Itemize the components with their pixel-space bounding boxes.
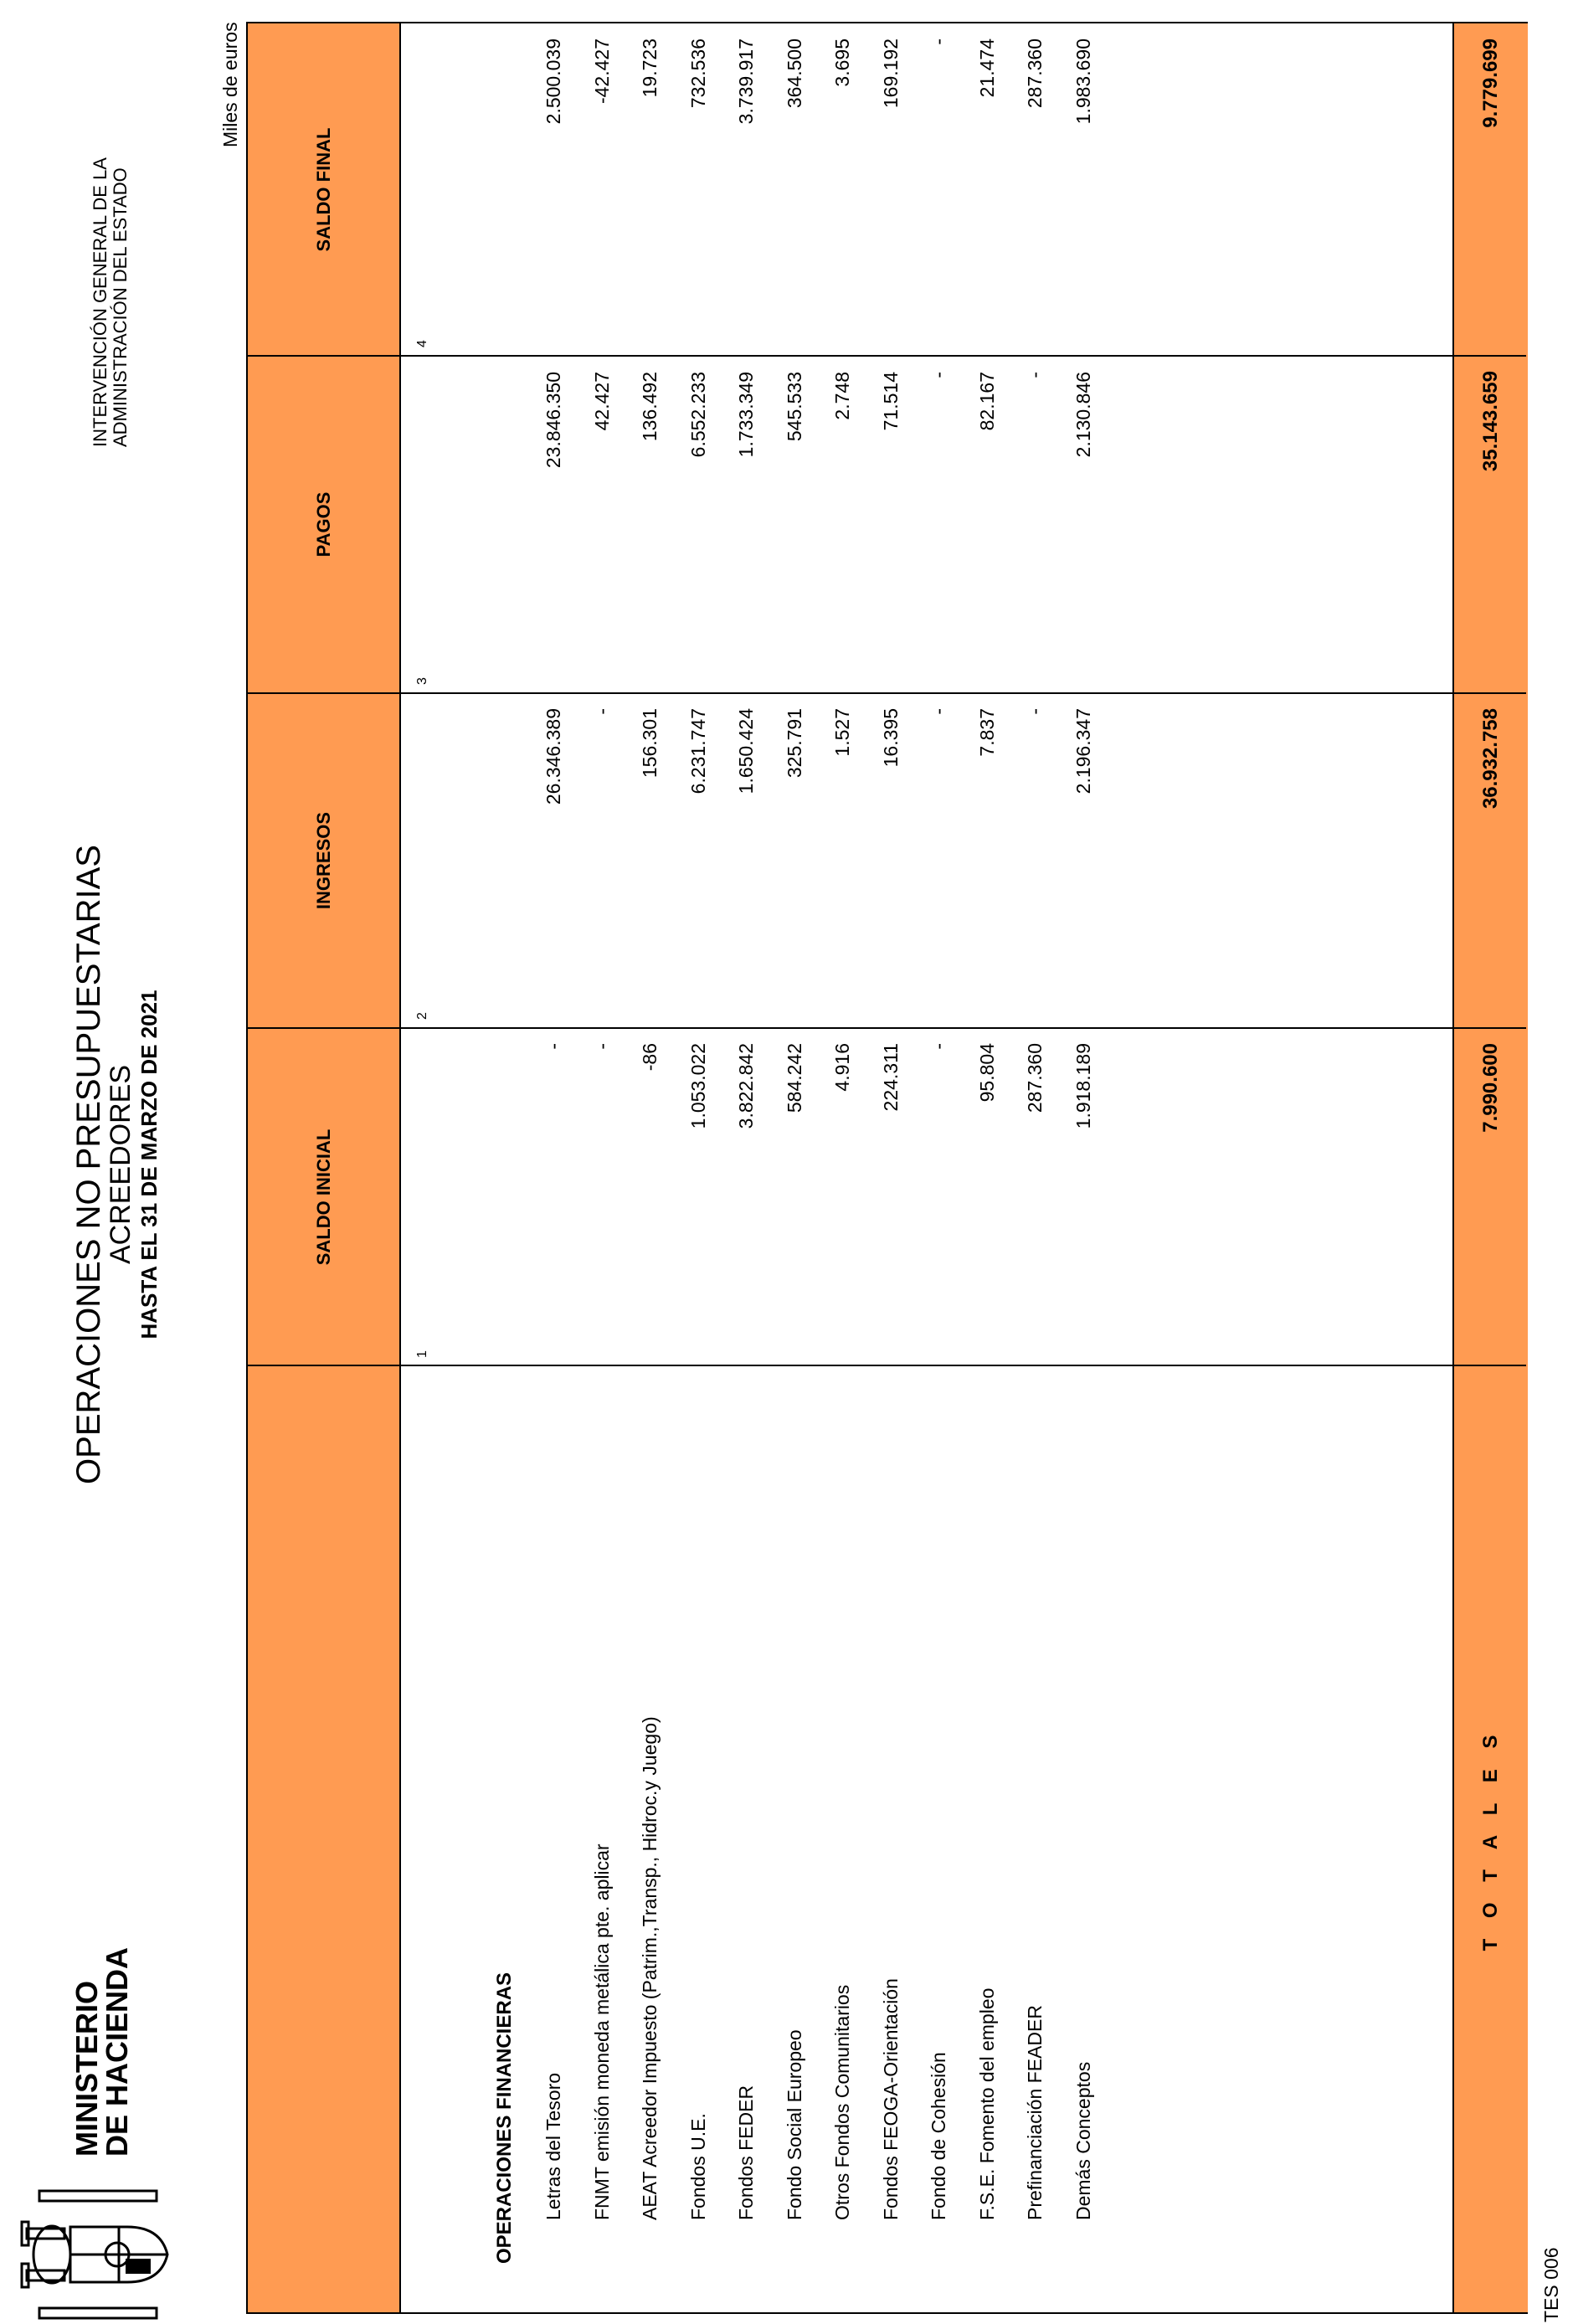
total-pagos: 35.143.659 <box>1452 356 1528 693</box>
row-value-saldo-final: 2.500.039 <box>542 39 564 125</box>
row-label: Fondos FEDER <box>735 2085 757 2220</box>
row-label: Fondos U.E. <box>686 2113 709 2220</box>
total-saldo-inicial: 7.990.600 <box>1452 1028 1528 1366</box>
row-label: Letras del Tesoro <box>542 2072 564 2220</box>
row-value-saldo-final: - <box>928 39 949 45</box>
row-value-saldo-final: 364.500 <box>783 39 805 109</box>
column-divider <box>248 692 1526 694</box>
row-value-ingresos: 2.196.347 <box>1072 708 1094 794</box>
section-heading: OPERACIONES FINANCIERAS <box>493 1972 516 2264</box>
row-value-pagos: 23.846.350 <box>542 372 564 469</box>
header-saldo-final: SALDO FINAL <box>248 23 401 356</box>
row-value-pagos: 2.130.846 <box>1072 372 1094 458</box>
issuer-name <box>90 157 131 447</box>
row-value-saldo-inicial: - <box>542 1043 564 1050</box>
row-value-ingresos: 7.837 <box>975 708 998 757</box>
row-value-saldo-inicial: 1.053.022 <box>686 1043 709 1129</box>
row-value-saldo-final: 19.723 <box>639 39 661 98</box>
row-value-pagos: 42.427 <box>590 372 613 431</box>
ministry-name <box>69 1946 134 2157</box>
row-label: Fondo de Cohesión <box>928 2052 949 2220</box>
row-label: Prefinanciación FEADER <box>1024 2005 1046 2220</box>
row-value-saldo-final: 169.192 <box>879 39 902 109</box>
column-divider <box>248 1365 1526 1366</box>
row-value-ingresos: - <box>1024 708 1046 715</box>
totals-label: T O T A L E S <box>1452 1366 1528 2312</box>
row-label: FNMT emisión moneda metálica pte. aplicar <box>590 1843 613 2220</box>
row-value-pagos: 136.492 <box>639 372 661 442</box>
row-value-saldo-inicial: 1.918.189 <box>1072 1043 1094 1129</box>
row-value-pagos: 82.167 <box>975 372 998 431</box>
coat-of-arms-logo <box>18 2188 177 2322</box>
header-label-column <box>248 1366 401 2312</box>
row-value-ingresos: 1.650.424 <box>735 708 757 794</box>
header-pagos: PAGOS <box>248 356 401 693</box>
row-value-saldo-final: -42.427 <box>590 39 613 105</box>
row-value-saldo-inicial: - <box>928 1043 949 1050</box>
row-value-saldo-inicial: 584.242 <box>783 1043 805 1113</box>
column-number: 3 <box>415 677 429 685</box>
row-value-saldo-final: 21.474 <box>975 39 998 98</box>
row-value-ingresos: 6.231.747 <box>686 708 709 794</box>
issuer-line-1: INTERVENCIÓN GENERAL DE LA <box>90 157 111 447</box>
row-value-pagos: - <box>1024 372 1046 378</box>
column-number: 4 <box>415 340 429 347</box>
row-value-pagos: - <box>928 372 949 378</box>
report-title: OPERACIONES NO PRESUPUESTARIAS <box>70 845 107 1484</box>
issuer-line-2: ADMINISTRACIÓN DEL ESTADO <box>110 167 131 447</box>
document-code: TES 006 <box>1540 2247 1562 2322</box>
row-value-saldo-final: 3.695 <box>831 39 853 87</box>
row-value-saldo-inicial: 95.804 <box>975 1043 998 1103</box>
column-number: 2 <box>415 1012 429 1020</box>
row-value-saldo-inicial: 287.360 <box>1024 1043 1046 1113</box>
row-value-saldo-final: 1.983.690 <box>1072 39 1094 125</box>
row-value-saldo-inicial: - <box>590 1043 613 1050</box>
column-divider <box>248 1027 1526 1029</box>
units-label: Miles de euros <box>219 22 241 147</box>
row-value-ingresos: - <box>590 708 613 715</box>
operations-table <box>246 22 1528 2314</box>
row-value-saldo-inicial: 4.916 <box>831 1043 853 1092</box>
column-number: 1 <box>415 1350 429 1358</box>
total-saldo-final: 9.779.699 <box>1452 23 1528 356</box>
header-saldo-inicial: SALDO INICIAL <box>248 1028 401 1366</box>
row-label: Fondos FEOGA-Orientación <box>879 1978 902 2220</box>
row-label: Demás Conceptos <box>1072 2061 1094 2220</box>
row-value-pagos: 545.533 <box>783 372 805 442</box>
row-value-ingresos: 325.791 <box>783 708 805 779</box>
row-label: F.S.E. Fomento del empleo <box>975 1987 998 2220</box>
report-title-block <box>72 758 162 1571</box>
row-label: Otros Fondos Comunitarios <box>831 1984 853 2220</box>
row-value-saldo-inicial: -86 <box>639 1043 661 1072</box>
row-value-pagos: 71.514 <box>879 372 902 431</box>
row-label: Fondo Social Europeo <box>783 2029 805 2220</box>
total-ingresos: 36.932.758 <box>1452 693 1528 1028</box>
row-value-saldo-inicial: 224.311 <box>879 1043 902 1112</box>
report-period: HASTA EL 31 DE MARZO DE 2021 <box>136 990 162 1339</box>
row-value-pagos: 2.748 <box>831 372 853 420</box>
ministry-line-1: MINISTERIO <box>69 1980 104 2157</box>
row-value-ingresos: - <box>928 708 949 715</box>
report-subtitle: ACREEDORES <box>105 1064 136 1265</box>
ministry-line-2: DE HACIENDA <box>100 1946 134 2157</box>
header-ingresos: INGRESOS <box>248 693 401 1028</box>
row-value-saldo-inicial: 3.822.842 <box>735 1043 757 1129</box>
row-value-saldo-final: 732.536 <box>686 39 709 109</box>
row-value-pagos: 6.552.233 <box>686 372 709 458</box>
row-label: AEAT Acreedor Impuesto (Patrim.,Transp., Hidroc.y Juego) <box>639 1716 661 2220</box>
row-value-ingresos: 16.395 <box>879 708 902 768</box>
row-value-saldo-final: 287.360 <box>1024 39 1046 109</box>
row-value-ingresos: 1.527 <box>831 708 853 757</box>
row-value-ingresos: 156.301 <box>639 708 661 779</box>
row-value-ingresos: 26.346.389 <box>542 708 564 805</box>
row-value-saldo-final: 3.739.917 <box>735 39 757 125</box>
row-value-pagos: 1.733.349 <box>735 372 757 458</box>
